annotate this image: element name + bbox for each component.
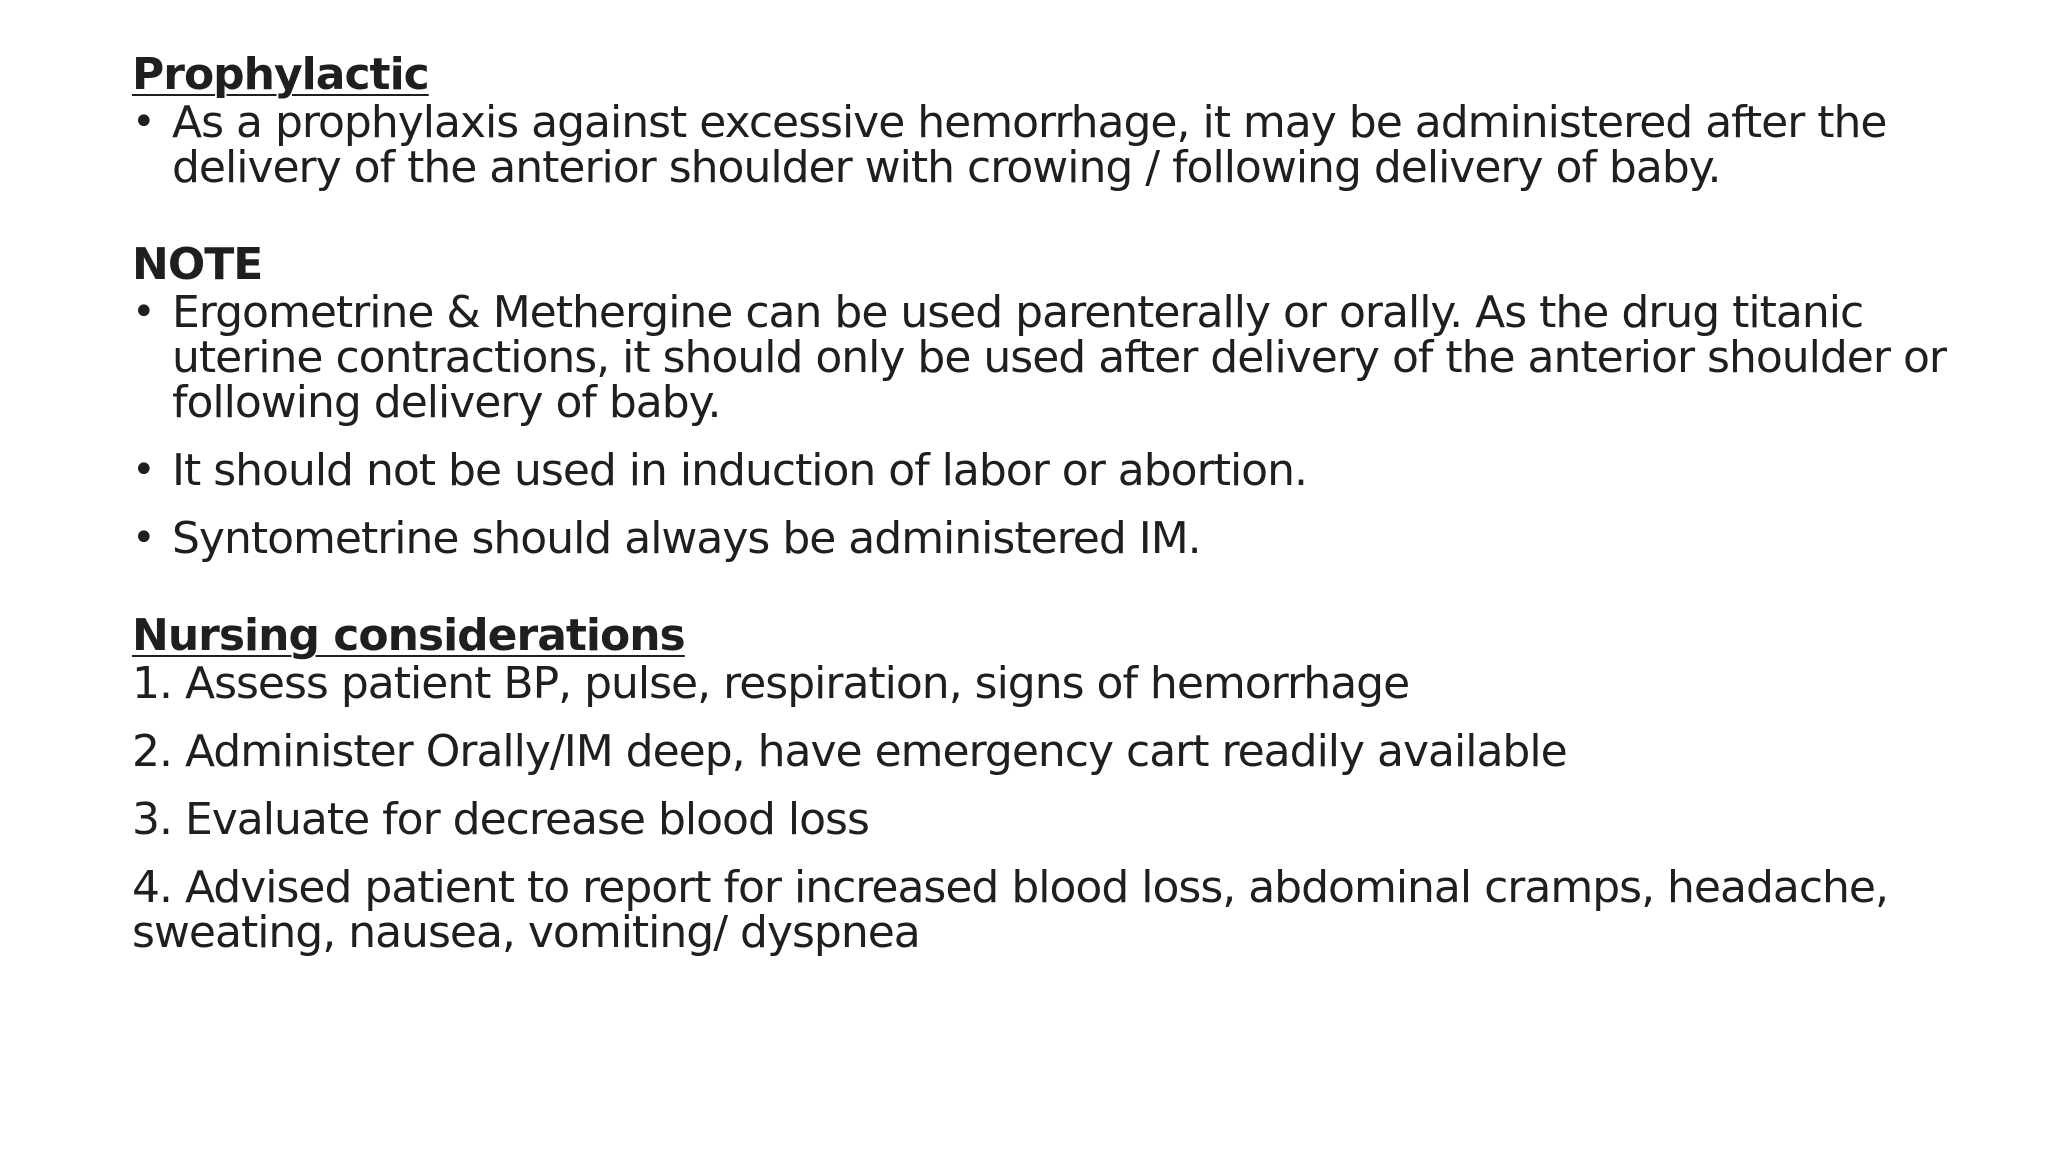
- note-heading: NOTE: [132, 239, 263, 290]
- nursing-considerations-heading: Nursing considerations: [132, 610, 685, 661]
- prophylactic-section: [132, 49, 1962, 193]
- prophylactic-bullet-list: [132, 97, 1962, 193]
- slide-content: [132, 50, 1962, 978]
- list-item: 1. Assess patient BP, pulse, respiration, signs of hemorrhage: [132, 658, 1410, 709]
- nursing-considerations-list: [132, 658, 1962, 958]
- list-item: 4. Advised patient to report for increased blood loss, abdominal cramps, headache, sweating, nausea, vomiting/ dyspnea: [132, 862, 1888, 958]
- list-item: [132, 513, 1962, 564]
- bullet-text: As a prophylaxis against excessive hemorrhage, it may be administered after the delivery of the anterior shoulder with crowing / following delivery of baby.: [172, 97, 1887, 193]
- bullet-text: Ergometrine & Methergine can be used parenterally or orally. As the drug titanic uterine contractions, it should only be used after delivery of the anterior shoulder or following delivery of baby.: [172, 287, 1946, 428]
- list-item: [132, 97, 1962, 193]
- note-section: [132, 239, 1962, 564]
- bullet-text: Syntometrine should always be administered IM.: [172, 513, 1201, 564]
- bullet-icon: •: [132, 289, 155, 335]
- list-item: [132, 287, 1962, 428]
- note-bullet-list: [132, 287, 1962, 564]
- list-item: 3. Evaluate for decrease blood loss: [132, 794, 869, 845]
- bullet-icon: •: [132, 515, 155, 561]
- list-item: [132, 445, 1962, 496]
- list-item: 2. Administer Orally/IM deep, have emergency cart readily available: [132, 726, 1567, 777]
- bullet-icon: •: [132, 99, 155, 145]
- prophylactic-heading: Prophylactic: [132, 49, 429, 100]
- bullet-text: It should not be used in induction of labor or abortion.: [172, 445, 1307, 496]
- bullet-icon: •: [132, 447, 155, 493]
- nursing-considerations-section: [132, 610, 1962, 958]
